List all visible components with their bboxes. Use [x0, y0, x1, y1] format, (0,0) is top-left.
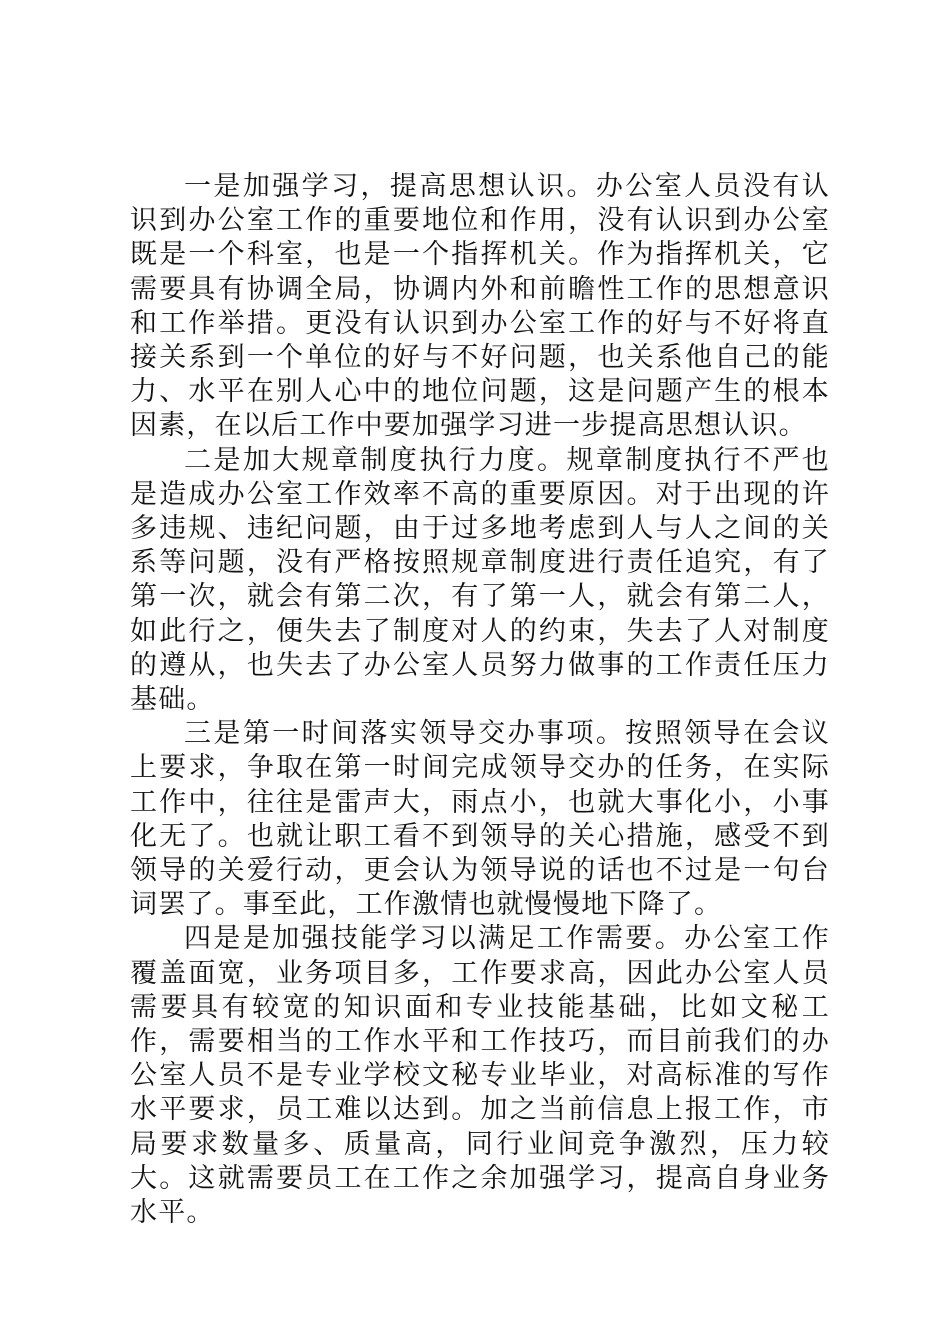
document-body	[130, 170, 830, 1230]
paragraph-2: 二是加大规章制度执行力度。规章制度执行不严也是造成办公室工作效率不高的重要原因。对于出现的许多违规、违纪问题，由于过多地考虑到人与人之间的关系等问题，没有严格按照规章制度进行责任追究，有了第一次，就会有第二次，有了第一人，就会有第二人，如此行之，便失去了制度对人的约束，失去了人对制度的遵从，也失去了办公室人员努力做事的工作责任压力基础。	[130, 444, 830, 716]
paragraph-4: 四是是加强技能学习以满足工作需要。办公室工作覆盖面宽，业务项目多，工作要求高，因此办公室人员需要具有较宽的知识面和专业技能基础，比如文秘工作，需要相当的工作水平和工作技巧，而目前我们的办公室人员不是专业学校文秘专业毕业，对高标准的写作水平要求，员工难以达到。加之当前信息上报工作，市局要求数量多、质量高，同行业间竞争激烈，压力较大。这就需要员工在工作之余加强学习，提高自身业务水平。	[130, 923, 830, 1229]
paragraph-3: 三是第一时间落实领导交办事项。按照领导在会议上要求，争取在第一时间完成领导交办的任务，在实际工作中，往往是雷声大，雨点小，也就大事化小，小事化无了。也就让职工看不到领导的关心措施，感受不到领导的关爱行动，更会认为领导说的话也不过是一句台词罢了。事至此，工作激情也就慢慢地下降了。	[130, 718, 830, 921]
paragraph-1: 一是加强学习，提高思想认识。办公室人员没有认识到办公室工作的重要地位和作用，没有认识到办公室既是一个科室，也是一个指挥机关。作为指挥机关，它需要具有协调全局，协调内外和前瞻性工作的思想意识和工作举措。更没有认识到办公室工作的好与不好将直接关系到一个单位的好与不好问题，也关系他自己的能力、水平在别人心中的地位问题，这是问题产生的根本因素，在以后工作中要加强学习进一步提高思想认识。	[130, 171, 830, 442]
